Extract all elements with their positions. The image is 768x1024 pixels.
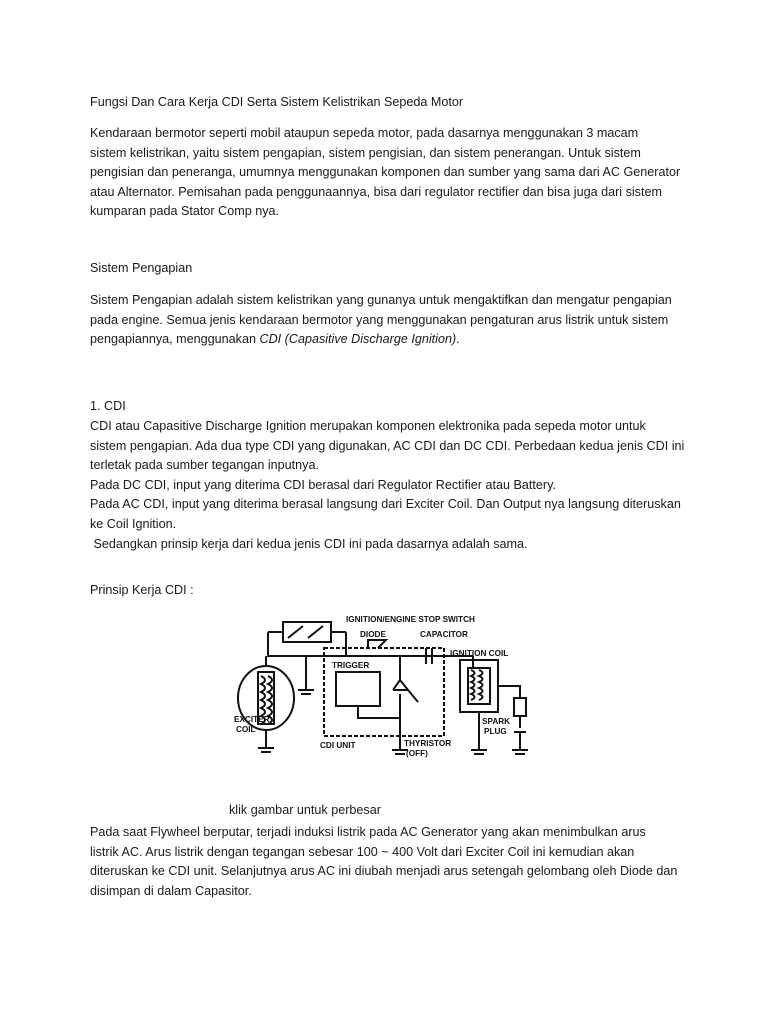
paragraph-line: kumparan pada Stator Comp nya. <box>90 204 280 219</box>
section-heading-pengapian: Sistem Pengapian <box>90 261 193 275</box>
label-trigger: TRIGGER <box>332 661 370 670</box>
closing-paragraph <box>90 823 690 901</box>
paragraph-line: Sedangkan prinsip kerja dari kedua jenis CDI ini pada dasarnya adalah sama. <box>90 536 528 551</box>
paragraph-line: disimpan di dalam Capasitor. <box>90 883 252 898</box>
exciter-coil-symbol <box>238 656 294 752</box>
paragraph-line: sistem kelistrikan, yaitu sistem pengapian, sistem pengisian, dan sistem penerangan. Untuk sistem <box>90 145 641 160</box>
label-capacitor: CAPACITOR <box>420 630 468 639</box>
paragraph-line: listrik AC. Arus listrik dengan tegangan sebesar 100 ~ 400 Volt dari Exciter Coil ini kemudian akan <box>90 844 635 859</box>
spark-plug-symbol <box>512 698 528 754</box>
paragraph-line: CDI atau Capasitive Discharge Ignition merupakan komponen elektronika pada sepeda motor untuk <box>90 419 646 433</box>
paragraph-line: Pada AC CDI, input yang diterima berasal langsung dari Exciter Coil. Dan Output nya langsung diteruskan <box>90 497 681 512</box>
label-exciter: EXCITER <box>234 715 270 724</box>
document-title: Fungsi Dan Cara Kerja CDI Serta Sistem Kelistrikan Sepeda Motor <box>90 95 464 109</box>
ignition-coil-symbol <box>460 656 520 754</box>
paragraph-line: Pada saat Flywheel berputar, terjadi induksi listrik pada AC Generator yang akan menimbulkan arus <box>90 825 646 839</box>
label-cdi-unit: CDI UNIT <box>320 741 356 750</box>
cdi-heading: 1. CDI <box>90 399 126 413</box>
intro-paragraph <box>90 124 690 222</box>
paragraph-line: pengapiannya, menggunakan CDI (Capasitive Discharge Ignition). <box>90 332 460 347</box>
paragraph-line: pada engine. Semua jenis kendaraan bermotor yang menggunakan pengaturan arus listrik untuk sistem <box>90 312 669 327</box>
cdi-paragraph <box>90 417 690 554</box>
paragraph-line: Pada DC CDI, input yang diterima CDI berasal dari Regulator Rectifier atau Battery. <box>90 477 556 492</box>
label-plug: PLUG <box>484 727 507 736</box>
paragraph-line: ke Coil Ignition. <box>90 516 177 531</box>
paragraph-line: sistem pengapian. Ada dua type CDI yang digunakan, AC CDI dan DC CDI. Perbedaan kedua jenis CDI ini <box>90 438 685 453</box>
diagram-caption: klik gambar untuk perbesar <box>229 802 381 817</box>
ignition-switch-symbol <box>268 622 346 642</box>
label-ignition-coil: IGNITION COIL <box>450 649 509 658</box>
paragraph-line: diteruskan ke CDI unit. Selanjutnya arus AC ini diubah menjadi arus setengah gelombang oleh Diode dan <box>90 864 678 879</box>
paragraph-line: atau Alternator. Pemisahan pada penggunaannya, bisa dari regulator rectifier dan bisa juga dari sistem <box>90 184 662 199</box>
label-diode: DIODE <box>360 630 386 639</box>
label-thyristor: THYRISTOR <box>404 739 452 748</box>
paragraph-line: Kendaraan bermotor seperti mobil ataupun sepeda motor, pada dasarnya menggunakan 3 macam <box>90 126 639 140</box>
prinsip-heading: Prinsip Kerja CDI : <box>90 583 194 597</box>
label-exciter-coil: COIL <box>236 725 256 734</box>
paragraph-line: terletak pada sumber tegangan inputnya. <box>90 458 319 473</box>
label-ignition-switch: IGNITION/ENGINE STOP SWITCH <box>346 615 475 624</box>
label-thyristor-off: (OFF) <box>406 749 428 758</box>
cdi-italic-term: CDI (Capasitive Discharge Ignition) <box>259 332 457 347</box>
paragraph-line: Sistem Pengapian adalah sistem kelistrikan yang gunanya untuk mengaktifkan dan mengatur pengapian <box>90 293 672 307</box>
pengapian-paragraph <box>90 291 690 350</box>
paragraph-line: pengisian dan peneranga, umumnya menggunakan komponen dan sumber yang sama dari AC Generator <box>90 165 681 180</box>
cdi-circuit-diagram[interactable] <box>228 610 538 765</box>
label-spark: SPARK <box>482 717 511 726</box>
